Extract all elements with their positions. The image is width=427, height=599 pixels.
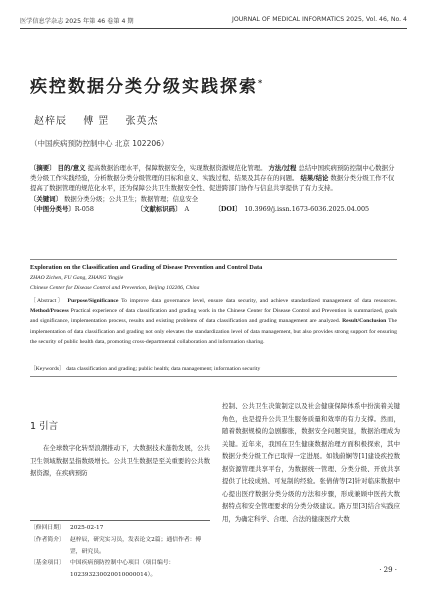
header-rule <box>20 28 407 29</box>
doccode-label: 〔文献标识码〕 <box>136 204 182 213</box>
received-label: 〔修回日期〕 <box>30 525 65 531</box>
keywords-cn-label: 〔关键词〕 <box>30 194 62 203</box>
keywords-en-text: data classification and grading; public health; data management; information security <box>66 366 261 372</box>
doi-value: 10.3969/j.issn.1673-6036.2025.04.005 <box>244 204 370 213</box>
result-text: 数据分类分级工作不仅提高了数据管理的规范化水平，还为保障公共卫生数据安全性、促进跨部门协作与信息共享提供了有力支持。 <box>30 174 395 193</box>
section-heading: 1 引言 <box>30 421 59 432</box>
purpose-text: 提高数据治理水平，保障数据安全，实现数据资源规范化管理。 <box>87 164 267 172</box>
english-keywords <box>30 363 397 372</box>
english-abstract <box>30 296 397 347</box>
author-name: 张英杰 <box>125 116 159 127</box>
affiliation: （中国疾病预防控制中心 北京 102206） <box>30 139 169 148</box>
rc-text: The implementation of data classification and grading not only elevates the standardization level of data management, but also provides strong support for ensuring the security of public health data, promoting cross-departmental collaboration and information sharing. <box>30 318 397 345</box>
abstract-cn <box>30 163 397 194</box>
doccode-value: A <box>184 204 190 213</box>
paper-title <box>30 72 264 97</box>
author-info-row <box>30 535 210 559</box>
clc-label: 〔中图分类号〕 <box>30 204 75 213</box>
abstract-en-label: 〔Abstract〕 <box>30 298 65 304</box>
author-name: 傅 罡 <box>83 116 110 127</box>
mp-text: Practical experience of data classification and grading work in the Chinese Center for Disease Control and Prevention is summarized, goals and significance, implementation process, results and existing problems of data classification and grading management are analyzed. <box>30 308 398 325</box>
received-value: 2025-02-17 <box>70 525 104 531</box>
article-metadata <box>30 520 210 582</box>
rc-label: Result/Conclusion <box>342 318 387 325</box>
pp-label: Purpose/Significance <box>67 298 119 304</box>
page-number: · 29 · <box>379 566 397 574</box>
paper-title-text: 疾控数据分类分级实践探索 <box>30 77 258 97</box>
author-info-label: 〔作者简介〕 <box>30 536 65 543</box>
pp-text: To improve data governance level, ensure data security, and achieve standardized management of data resources. <box>121 298 398 304</box>
left-column <box>30 400 210 480</box>
divider <box>30 376 397 377</box>
author-name: 赵梓辰 <box>34 116 67 127</box>
keywords-cn-text: 数据分类分级；公共卫生；数据管理；信息安全 <box>64 194 199 203</box>
divider <box>30 259 397 260</box>
keywords-en-label: 〔Keywords〕 <box>30 366 65 372</box>
received-row <box>30 523 210 535</box>
english-authors: ZHAO Zichen, FU Gang, ZHANG Yingjie <box>30 275 124 281</box>
result-label: 结果/结论 <box>300 174 329 183</box>
running-header <box>20 16 407 28</box>
mp-label: Method/Process <box>30 308 69 315</box>
journal-header-cn: 医学信息学杂志 2025 年第 46 卷第 4 期 <box>20 18 134 25</box>
classification-row <box>30 204 397 214</box>
right-column-text: 控制、公共卫生决策制定以及社会健康保障体系中扮演着关键角色，也是提升公共卫生服务质量和效率的有力支撑。然而，随着数据规模的急剧膨胀，数据安全问题突显，数据治理成为关键。近年来，我国在卫生健康数据治理方面积极探索，其中数据分类分级工作已取得一定进展。如钱蔚娴等[1]建设疾控数据资源管理共享平台，为数据统一管理、分类分级、开放共享提供了比较成熟、可复制的经验。张倩倩等[2]针对临床数据中心提出医疗数据分类分级的方法和步骤，形成兼顾中医药大数据特点和安全管理要求的分类分级建议。路万里[3]结合实践应用，为确定科学、合理、合法的健康医疗大数 <box>222 402 400 523</box>
section-paragraph: 在全球数字化转型浪潮推动下，大数据技术蓬勃发展，公共卫生领域数据呈指数级增长。公共卫生数据是至关重要的公共数据资源，在疾病预防 <box>30 444 210 477</box>
doi-label: 〔DOI〕 <box>214 204 242 213</box>
journal-header-en: JOURNAL OF MEDICAL INFORMATICS 2025, Vol. 46, No. 4 <box>232 16 407 23</box>
english-title: Exploration on the Classification and Grading of Disease Prevention and Control Data <box>30 264 263 271</box>
author-list <box>34 112 171 127</box>
method-text: 总结中国疾病预防控制中心数据分类分级工作实践经验，分析数据分类分级管理的目标和意义、实践过程、结果及其存在的问题。 <box>30 164 395 183</box>
fund-row <box>30 558 210 582</box>
clc-value: R-058 <box>74 204 94 213</box>
english-affiliation: Chinese Center for Disease Control and Prevention, Beijing 102206, China <box>30 285 200 291</box>
fund-value: 中国疾病预防控制中心项目（项目编号：102393230020010000014）。 <box>70 560 175 579</box>
title-footnote-mark: * <box>258 77 265 88</box>
method-label: 方法/过程 <box>268 164 297 172</box>
purpose-label: 目的/意义 <box>57 164 86 172</box>
fund-label: 〔基金项目〕 <box>30 560 65 567</box>
author-info-value: 赵梓辰，研究实习员，发表论文2篇；通信作者：傅罡，研究员。 <box>70 536 202 555</box>
chinese-abstract-block <box>30 163 397 214</box>
abstract-cn-label: 〔摘要〕 <box>30 164 56 172</box>
keywords-cn <box>30 194 397 204</box>
